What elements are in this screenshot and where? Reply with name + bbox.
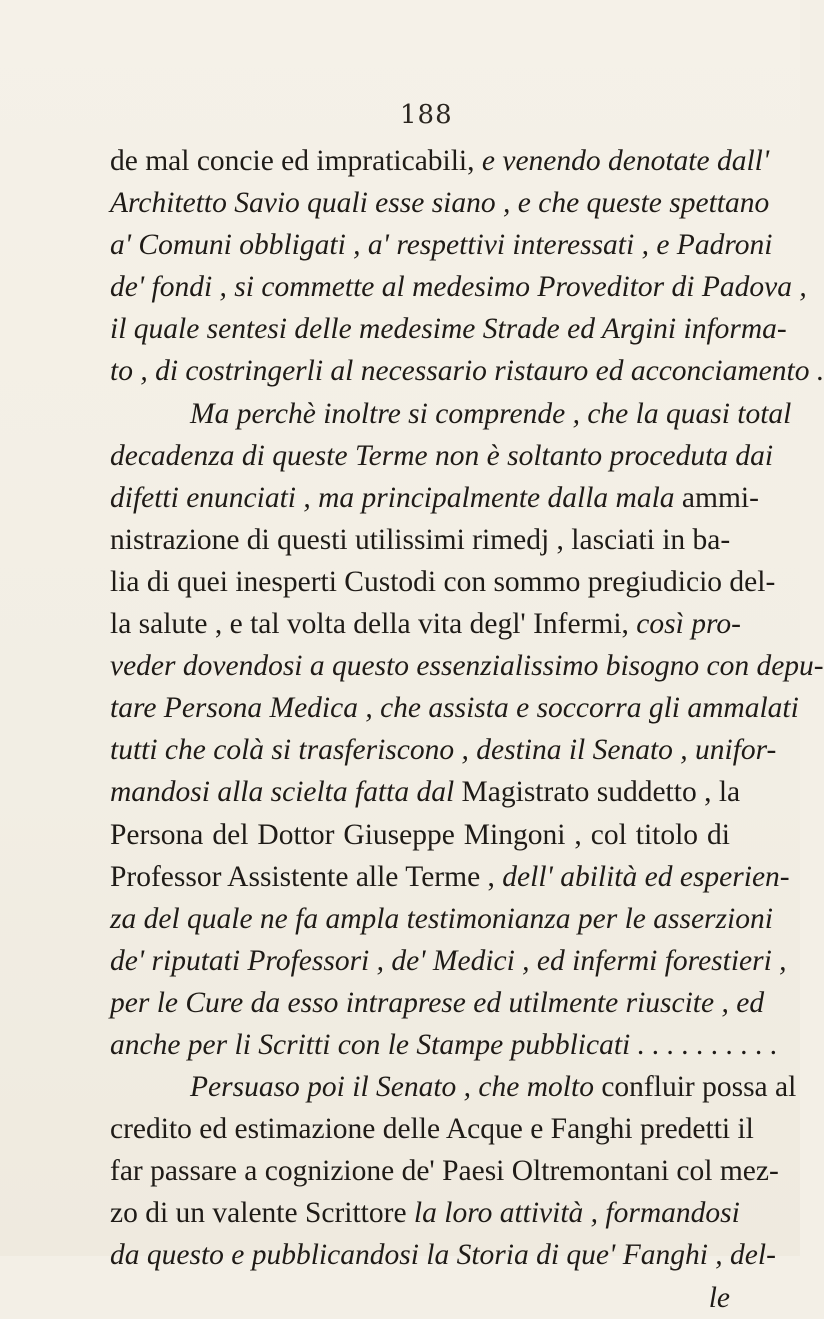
text-line [110,1108,754,1150]
roman-text: far passare a cognizione de' Paesi Oltremontani col mez- [110,1155,779,1188]
text-line [110,645,824,687]
text-line [110,1024,778,1066]
text-line [110,308,787,350]
italic-text: za del quale ne fa ampla testimonianza per le asserzioni [110,902,773,935]
text-line [110,1150,779,1192]
text-line [110,729,777,771]
italic-text: tare Persona Medica , che assista e soccorra gli ammalati [110,692,799,725]
roman-text: zo di un valente Scrittore [110,1197,414,1230]
roman-text: lia di quei inesperti Custodi con sommo pregiudicio del- [110,565,776,598]
text-line [110,393,792,435]
roman-text: credito ed estimazione delle Acque e Fanghi predetti il [110,1113,754,1146]
italic-text: decadenza di queste Terme non è soltanto proceduta dai [110,439,774,472]
italic-text: la loro attività , formandosi [413,1197,740,1230]
body-text [110,140,824,1319]
italic-text: Architetto Savio quali esse siano , e che queste spettano [110,187,770,220]
italic-text: e venendo denotate dall' [481,145,770,177]
roman-text: la salute , e tal volta della vita degl' Infermi, [110,608,637,641]
roman-text: Persona del Dottor Giuseppe Mingoni , col titolo di [110,818,730,851]
roman-text: nistrazione di questi utilissimi rimedj , lasciati in ba- [110,523,731,556]
text-line [110,771,741,813]
text-line [110,982,765,1024]
text-line [110,266,807,308]
italic-text: il quale sentesi delle medesime Strade ed Argini informa- [110,313,787,346]
italic-text: a' Comuni obbligati , a' respettivi interessati , e Padroni [110,229,773,262]
italic-text: de' fondi , si commette al medesimo Proveditor di Padova , [110,271,807,304]
text-line [110,182,770,224]
text-line [110,687,799,729]
italic-text: per le Cure da esso intraprese ed utilmente riuscite , ed [110,986,765,1019]
text-line [110,224,773,266]
italic-text: anche per li Scritti con le Stampe pubblicati . . . . . . . . . . [110,1028,778,1061]
italic-text: tutti che colà si trasferiscono , destina il Senato , unifor- [110,734,777,767]
italic-text: veder dovendosi a questo essenzialissimo bisogno con depu- [110,650,824,683]
italic-text: da questo e pubblicandosi la Storia di que' Fanghi , del- [110,1239,776,1272]
italic-text: dell' abilità ed esperien- [502,860,790,893]
roman-text: ammi- [681,481,759,514]
text-line [110,519,730,561]
page-number: 188 [400,100,453,130]
italic-text: difetti enunciati , ma principalmente dalla mala [110,481,682,514]
text-line [110,814,730,856]
text-line [110,898,773,940]
text-line [110,1234,776,1276]
text-line [110,435,774,477]
roman-text: de mal concie ed impraticabili, [110,145,482,177]
text-line [110,561,776,603]
text-line [110,140,770,182]
italic-text: de' riputati Professori , de' Medici , ed infermi forestieri , [110,944,787,977]
text-line [110,1192,740,1234]
italic-text: to , di costringerli al necessario ristauro ed acconciamento . [110,355,824,388]
text-line [110,856,790,898]
text-line [110,477,759,519]
text-line [110,603,741,645]
italic-text: Persuaso poi il Senato , che molto [190,1071,602,1104]
catchword: le [708,1281,730,1314]
italic-text: così pro- [636,608,741,641]
text-line [110,1066,797,1108]
roman-text: confluir possa al [601,1071,797,1104]
text-line [110,350,824,392]
roman-text: Professor Assistente alle Terme , [110,860,503,893]
text-line [110,940,787,982]
italic-text: Ma perchè inoltre si comprende , che la quasi total [190,397,792,430]
italic-text: mandosi alla scielta fatta dal [110,776,462,809]
roman-text: Magistrato suddetto , la [461,776,741,809]
